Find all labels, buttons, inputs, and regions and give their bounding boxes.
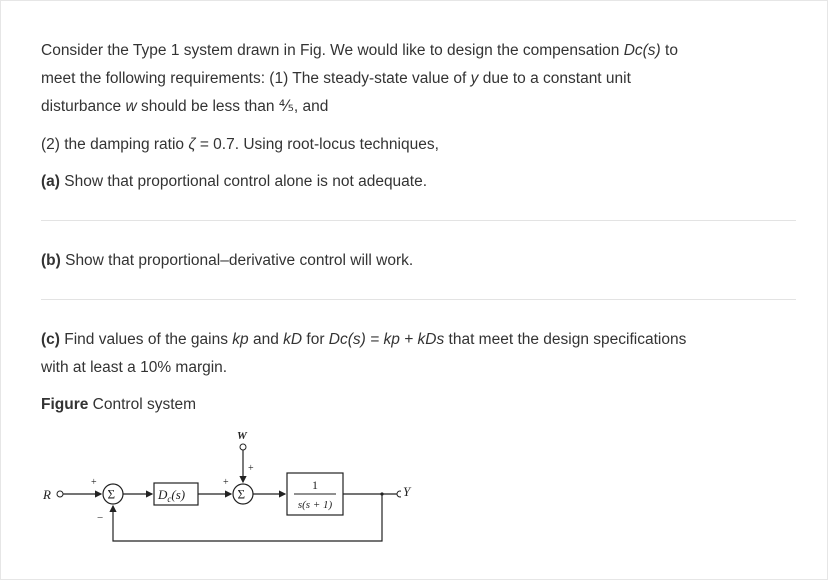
plus-sign: + [223, 477, 229, 488]
disturbance-terminal [240, 444, 246, 450]
intro-line1-end: to [660, 42, 678, 59]
intro-line2-end: due to a constant unit [478, 70, 631, 87]
part-b-label: (b) [41, 252, 61, 269]
intro-paragraph [41, 37, 796, 121]
req2-text: (2) the damping ratio [41, 136, 189, 153]
controller-label: $D_c(s)$ [158, 487, 186, 504]
part-c-text: and [248, 331, 284, 348]
part-b [41, 247, 796, 275]
kd-symbol: kD [283, 331, 303, 348]
part-b-text: Show that proportional–derivative control will work. [60, 252, 414, 269]
compensator-equation: Dc(s) = kp + kDs [328, 331, 445, 348]
output-symbol: y [470, 70, 479, 87]
figure-label: Figure [41, 396, 89, 413]
question-body [41, 37, 796, 419]
part-c-text: that meet the design specifications [444, 331, 687, 348]
intro-line1: Consider the Type 1 system drawn in Fig. We would like to design the compensation [41, 42, 624, 59]
plus-sign: + [91, 477, 97, 488]
req2-text-end: = 0.7. Using root-locus techniques, [195, 136, 439, 153]
zeta-symbol: ζ [188, 136, 196, 153]
divider [41, 299, 796, 300]
plus-sign: + [248, 463, 254, 474]
minus-sign: − [97, 512, 104, 524]
plant-numerator: 1 [312, 478, 318, 492]
part-c-line2: with at least a 10% margin. [41, 359, 228, 376]
part-c [41, 326, 796, 382]
part-a-text: Show that proportional control alone is not adequate. [59, 173, 428, 190]
disturbance-label: W [237, 430, 247, 442]
part-a [41, 168, 796, 196]
part-c-text: for [302, 331, 329, 348]
intro-line3: disturbance [41, 98, 126, 115]
intro-line2: meet the following requirements: (1) The steady-state value of [41, 70, 471, 87]
figure-caption [41, 391, 796, 419]
part-c-label: (c) [41, 331, 60, 348]
block-diagram-svg [41, 427, 401, 547]
output-label: Y [403, 484, 411, 499]
intro-line3-end: should be less than ⅘, and [136, 98, 329, 115]
requirement-2 [41, 131, 796, 159]
part-a-label: (a) [41, 173, 60, 190]
input-terminal [57, 491, 63, 497]
divider [41, 220, 796, 221]
sum-symbol: Σ [107, 486, 116, 502]
disturbance-symbol: w [125, 98, 137, 115]
output-terminal [397, 491, 401, 497]
kp-symbol: kp [232, 331, 249, 348]
figure-caption-text: Control system [88, 396, 197, 413]
block-diagram [41, 427, 411, 552]
plant-denominator: s(s + 1) [297, 499, 333, 511]
part-c-text: Find values of the gains [59, 331, 233, 348]
input-label: R [43, 487, 51, 502]
sum-symbol: Σ [237, 486, 246, 502]
compensator-symbol: Dc(s) [623, 42, 661, 59]
